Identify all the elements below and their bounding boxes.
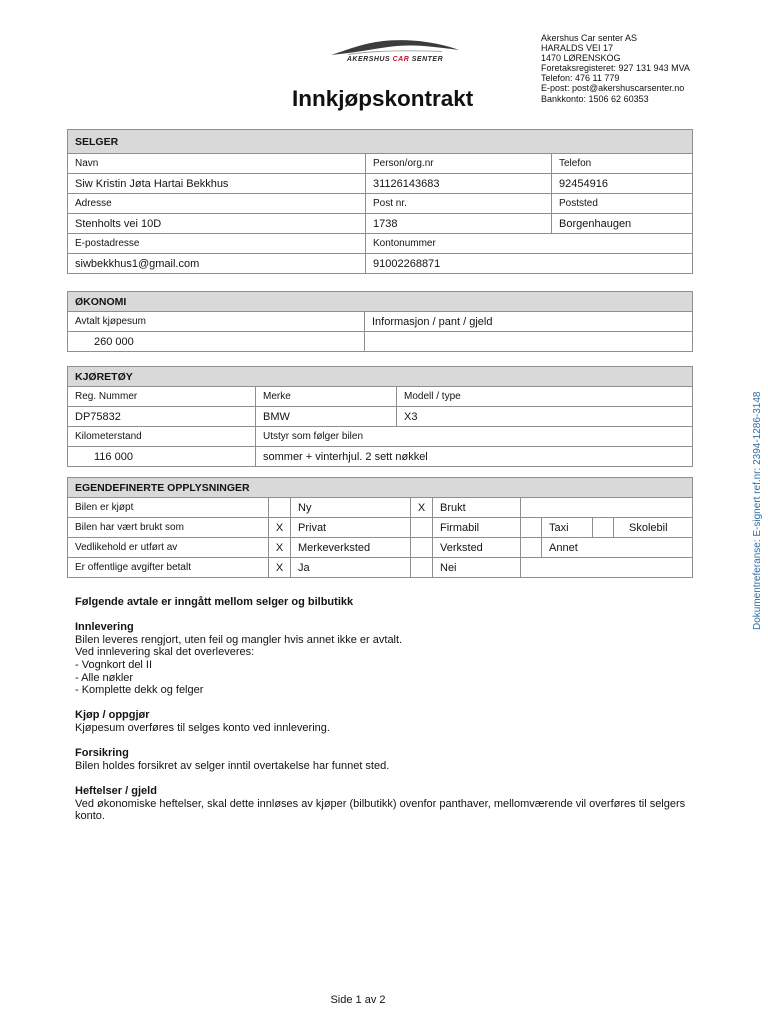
label-reg-number: Reg. Nummer [68,387,256,407]
row-label: Vedlikehold er utført av [68,538,269,558]
page-number: Side 1 av 2 [330,994,386,1006]
section-line: Bilen leveres rengjort, uten feil og mangler hvis annet ikke er avtalt. [75,633,403,646]
label-lien-info: Informasjon / pant / gjeld [365,312,693,332]
section-line: Kjøpesum overføres til selges konto ved innlevering. [75,721,330,734]
logo-word-akershus: AKERSHUS [346,56,391,63]
section-delivery [75,621,685,697]
option-label: Firmabil [433,518,521,538]
table-header-row [68,292,693,312]
section-liens [75,785,685,823]
option-label: Brukt [433,498,521,518]
vehicle-model: X3 [397,407,693,427]
logo-word-senter: SENTER [411,56,444,63]
checkbox-firmabil [411,518,433,538]
economy-table [67,291,693,352]
company-bank-account: Bankkonto: 1506 62 60353 [541,93,649,104]
option-label: Ja [291,558,411,578]
label-postal-code: Post nr. [366,194,552,214]
checkbox-ja: X [269,558,291,578]
seller-phone: 92454916 [552,174,693,194]
table-row [68,234,693,254]
checkbox-brukt: X [411,498,433,518]
section-line: konto. [75,810,105,823]
section-line: - Alle nøkler [75,671,134,684]
section-line: - Vognkort del II [75,658,153,671]
custom-info-table [67,477,693,578]
option-label: Nei [433,558,521,578]
option-label: Privat [291,518,411,538]
option-label: Annet [542,538,693,558]
section-title: Innlevering [75,621,134,634]
option-label: Verksted [433,538,521,558]
table-row [68,498,693,518]
contract-terms [75,596,685,835]
company-info [541,33,690,104]
table-row [68,518,693,538]
section-line: Ved innlevering skal det overleveres: [75,646,255,659]
section-line: - Komplette dekk og felger [75,684,204,697]
seller-email: siwbekkhus1@gmail.com [68,254,366,274]
section-title: Heftelser / gjeld [75,784,157,797]
section-title: Kjøp / oppgjør [75,709,150,722]
seller-postal-code: 1738 [366,214,552,234]
seller-person-id: 31126143683 [366,174,552,194]
lien-info [365,332,693,352]
table-row [68,154,693,174]
seller-address: Stenholts vei 10D [68,214,366,234]
table-row [68,427,693,447]
table-row [68,538,693,558]
table-row [68,387,693,407]
option-label: Merkeverksted [291,538,411,558]
section-line: Ved økonomiske heftelser, skal dette innløses av kjøper (bilbutikk) ovenfor panthaver, mellomværende vil overføres til selgers [75,797,686,810]
row-label: Er offentlige avgifter betalt [68,558,269,578]
vehicle-header: KJØRETØY [68,367,693,387]
table-header-row [68,130,693,154]
table-row [68,214,693,234]
company-org-number: Foretaksregisteret: 927 131 943 MVA [541,63,690,74]
table-header-row [68,367,693,387]
label-city: Poststed [552,194,693,214]
company-email: E-post: post@akershuscarsenter.no [541,83,685,94]
table-row [68,312,693,332]
custom-info-header: EGENDEFINERTE OPPLYSNINGER [68,478,693,498]
option-label: Skolebil [614,518,693,538]
option-label: Ny [291,498,411,518]
label-model: Modell / type [397,387,693,407]
vehicle-reg-number: DP75832 [68,407,256,427]
section-title: Forsikring [75,747,129,760]
table-header-row [68,478,693,498]
vehicle-table [67,366,693,467]
table-row [68,447,693,467]
vehicle-make: BMW [256,407,397,427]
vehicle-mileage: 116 000 [68,447,256,467]
label-mileage: Kilometerstand [68,427,256,447]
label-make: Merke [256,387,397,407]
table-row [68,254,693,274]
checkbox-merkeverksted: X [269,538,291,558]
table-row [68,332,693,352]
row-label: Bilen har vært brukt som [68,518,269,538]
table-row [68,407,693,427]
label-person-id: Person/org.nr [366,154,552,174]
esignature-reference: Dokumentreferanse: E-signert ref.nr: 2394-1286-3148 [752,391,763,631]
seller-table [67,129,693,274]
economy-header: ØKONOMI [68,292,693,312]
section-payment [75,709,685,734]
checkbox-privat: X [269,518,291,538]
label-email: E-postadresse [68,234,366,254]
vehicle-equipment: sommer + vinterhjul. 2 sett nøkkel [256,447,693,467]
table-row [68,174,693,194]
label-phone: Telefon [552,154,693,174]
seller-account: 91002268871 [366,254,693,274]
company-phone: Telefon: 476 11 779 [541,73,620,84]
table-row [68,194,693,214]
checkbox-annet [521,538,542,558]
logo-word-car: CAR [392,56,410,63]
checkbox-nei [411,558,433,578]
company-postal: 1470 LØRENSKOG [541,53,621,64]
terms-intro: Følgende avtale er inngått mellom selger og bilbutikk [75,596,354,608]
label-address: Adresse [68,194,366,214]
label-account: Kontonummer [366,234,693,254]
row-label: Bilen er kjøpt [68,498,269,518]
section-line: Bilen holdes forsikret av selger inntil overtakelse har funnet sted. [75,759,390,772]
seller-name: Siw Kristin Jøta Hartai Bekkhus [68,174,366,194]
empty-cell [521,498,693,518]
company-street: HARALDS VEI 17 [541,43,614,54]
checkbox-taxi [521,518,542,538]
seller-header: SELGER [68,130,693,154]
page-title: Innkjøpskontrakt [292,86,474,111]
empty-cell [521,558,693,578]
agreed-price: 260 000 [68,332,365,352]
table-row [68,558,693,578]
label-name: Navn [68,154,366,174]
option-label: Taxi [542,518,593,538]
checkbox-skolebil [593,518,614,538]
company-name: Akershus Car senter AS [541,33,638,43]
logo-text [336,55,454,64]
seller-city: Borgenhaugen [552,214,693,234]
checkbox-ny [269,498,291,518]
section-insurance [75,747,685,772]
label-agreed-price: Avtalt kjøpesum [68,312,365,332]
checkbox-verksted [411,538,433,558]
label-equipment: Utstyr som følger bilen [256,427,693,447]
